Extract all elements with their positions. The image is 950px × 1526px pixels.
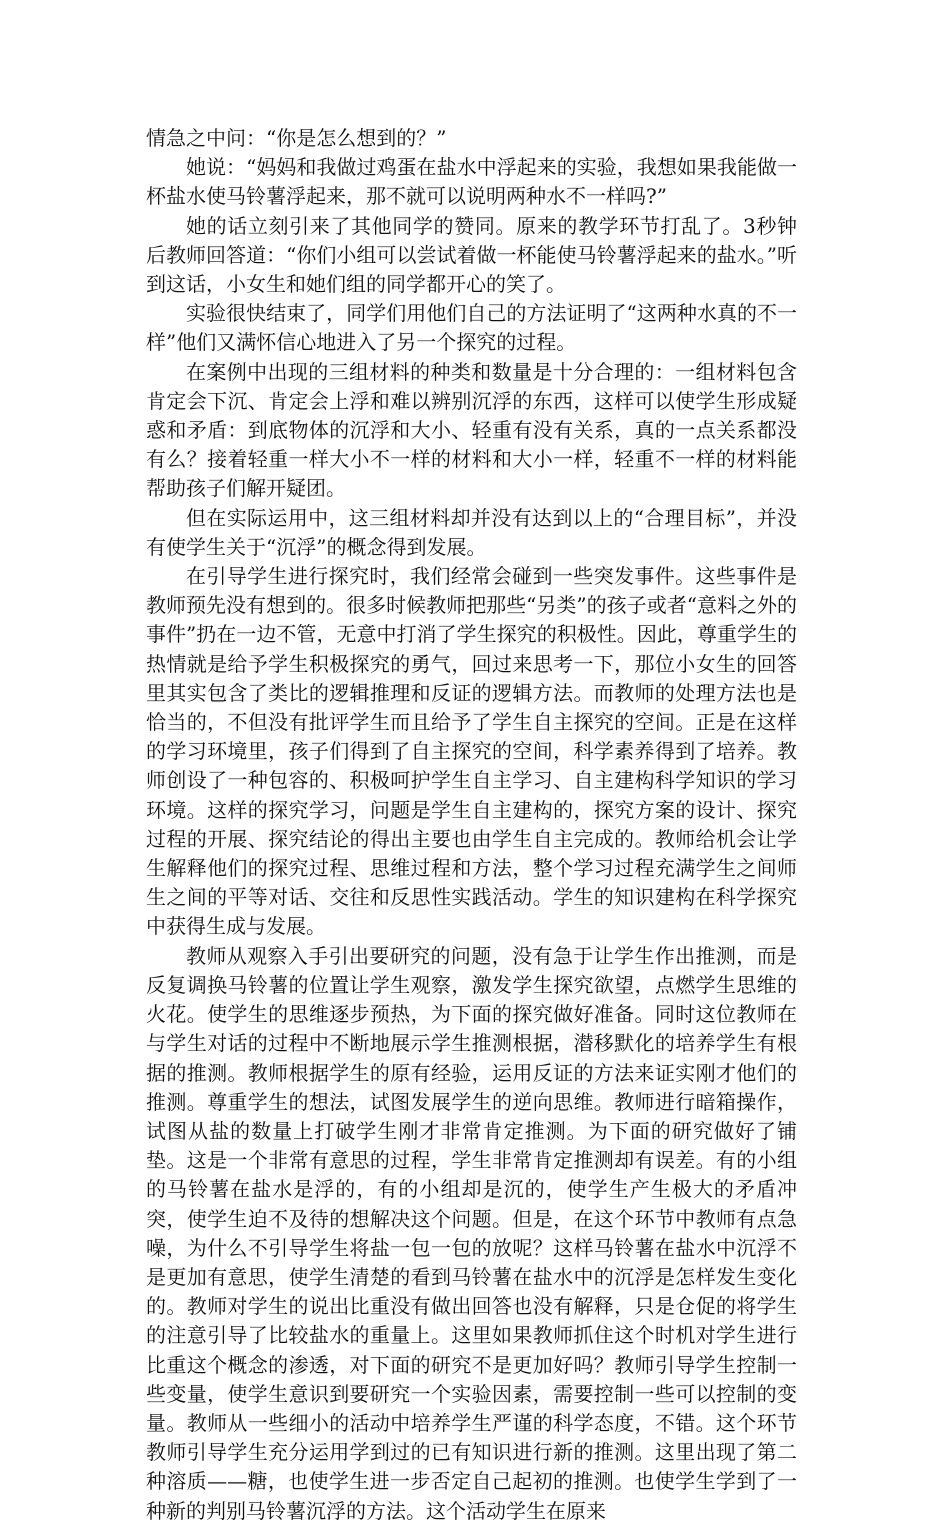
paragraph-4: 实验很快结束了，同学们用他们自己的方法证明了“这两种水真的不一样”他们又满怀信心地进入了另一个探究的过程。 bbox=[146, 301, 797, 355]
paragraph-8: 教师从观察入手引出要研究的问题，没有急于让学生作出推测，而是反复调换马铃薯的位置让学生观察，激发学生探究欲望，点燃学生思维的火花。使学生的思维逐步预热，为下面的探究做好准备。同时这位教师在与学生对话的过程中不断地展示学生推测根据，潜移默化的培养学生有根据的推测。教师根据学生的原有经验，运用反证的方法来证实刚才他们的推测。尊重学生的想法，试图发展学生的逆向思维。教师进行暗箱操作，试图从盐的数量上打破学生刚才非常肯定推测。为下面的研究做好了铺垫。这是一个非常有意思的过程，学生非常肯定推测却有误差。有的小组的马铃薯在盐水是浮的，有的小组却是沉的，使学生产生极大的矛盾冲突，使学生迫不及待的想解决这个问题。但是，在这个环节中教师有点急噪，为什么不引导学生将盐一包一包的放呢？这样马铃薯在盐水中沉浮不是更加有意思，使学生清楚的看到马铃薯在盐水中的沉浮是怎样发生变化的。教师对学生的说出比重没有做出回答也没有解释，只是仓促的将学生的注意引导了比较盐水的重量上。这里如果教师抓住这个时机对学生进行比重这个概念的渗透，对下面的研究不是更加好吗？教师引导学生控制一些变量，使学生意识到要研究一个实验因素，需要控制一些可以控制的变量。教师从一些细小的活动中培养学生严谨的科学态度，不错。这个环节教师引导学生充分运用学到过的已有知识进行新的推测。这里出现了第二种溶质——糖，也使学生进一步否定自己起初的推测。也使学生学到了一种新的判别马铃薯沉浮的方法。这个活动学生在原来 bbox=[146, 943, 797, 1523]
paragraph-2: 她说：“妈妈和我做过鸡蛋在盐水中浮起来的实验，我想如果我能做一杯盐水使马铃薯浮起来，那不就可以说明两种水不一样吗?” bbox=[146, 155, 797, 209]
paragraph-5: 在案例中出现的三组材料的种类和数量是十分合理的：一组材料包含肯定会下沉、肯定会上浮和难以辨别沉浮的东西，这样可以使学生形成疑惑和矛盾：到底物体的沉浮和大小、轻重有没有关系，真的一点关系都没有么？接着轻重一样大小不一样的材料和大小一样，轻重不一样的材料能帮助孩子们解开疑团。 bbox=[146, 359, 797, 501]
paragraph-7: 在引导学生进行探究时，我们经常会碰到一些突发事件。这些事件是教师预先没有想到的。很多时候教师把那些“另类”的孩子或者“意料之外的事件”扔在一边不管，无意中打消了学生探究的积极性。因此，尊重学生的热情就是给予学生积极探究的勇气，回过来思考一下，那位小女生的回答里其实包含了类比的逻辑推理和反证的逻辑方法。而教师的处理方法也是恰当的，不但没有批评学生而且给予了学生自主探究的空间。正是在这样的学习环境里，孩子们得到了自主探究的空间，科学素养得到了培养。教师创设了一种包容的、积极呵护学生自主学习、自主建构科学知识的学习环境。这样的探究学习，问题是学生自主建构的，探究方案的设计、探究过程的开展、探究结论的得出主要也由学生自主完成的。教师给机会让学生解释他们的探究过程、思维过程和方法，整个学习过程充满学生之间师生之间的平等对话、交往和反思性实践活动。学生的知识建构在科学探究中获得生成与发展。 bbox=[146, 564, 797, 939]
document-page bbox=[146, 124, 797, 1526]
paragraph-6: 但在实际运用中，这三组材料却并没有达到以上的“合理目标”，并没有使学生关于“沉浮”的概念得到发展。 bbox=[146, 505, 797, 559]
paragraph-3: 她的话立刻引来了其他同学的赞同。原来的教学环节打乱了。3秒钟后教师回答道：“你们小组可以尝试着做一杯能使马铃薯浮起来的盐水。”听到这话，小女生和她们组的同学都开心的笑了。 bbox=[146, 213, 797, 297]
paragraph-1: 情急之中问：“你是怎么想到的？” bbox=[146, 126, 447, 150]
